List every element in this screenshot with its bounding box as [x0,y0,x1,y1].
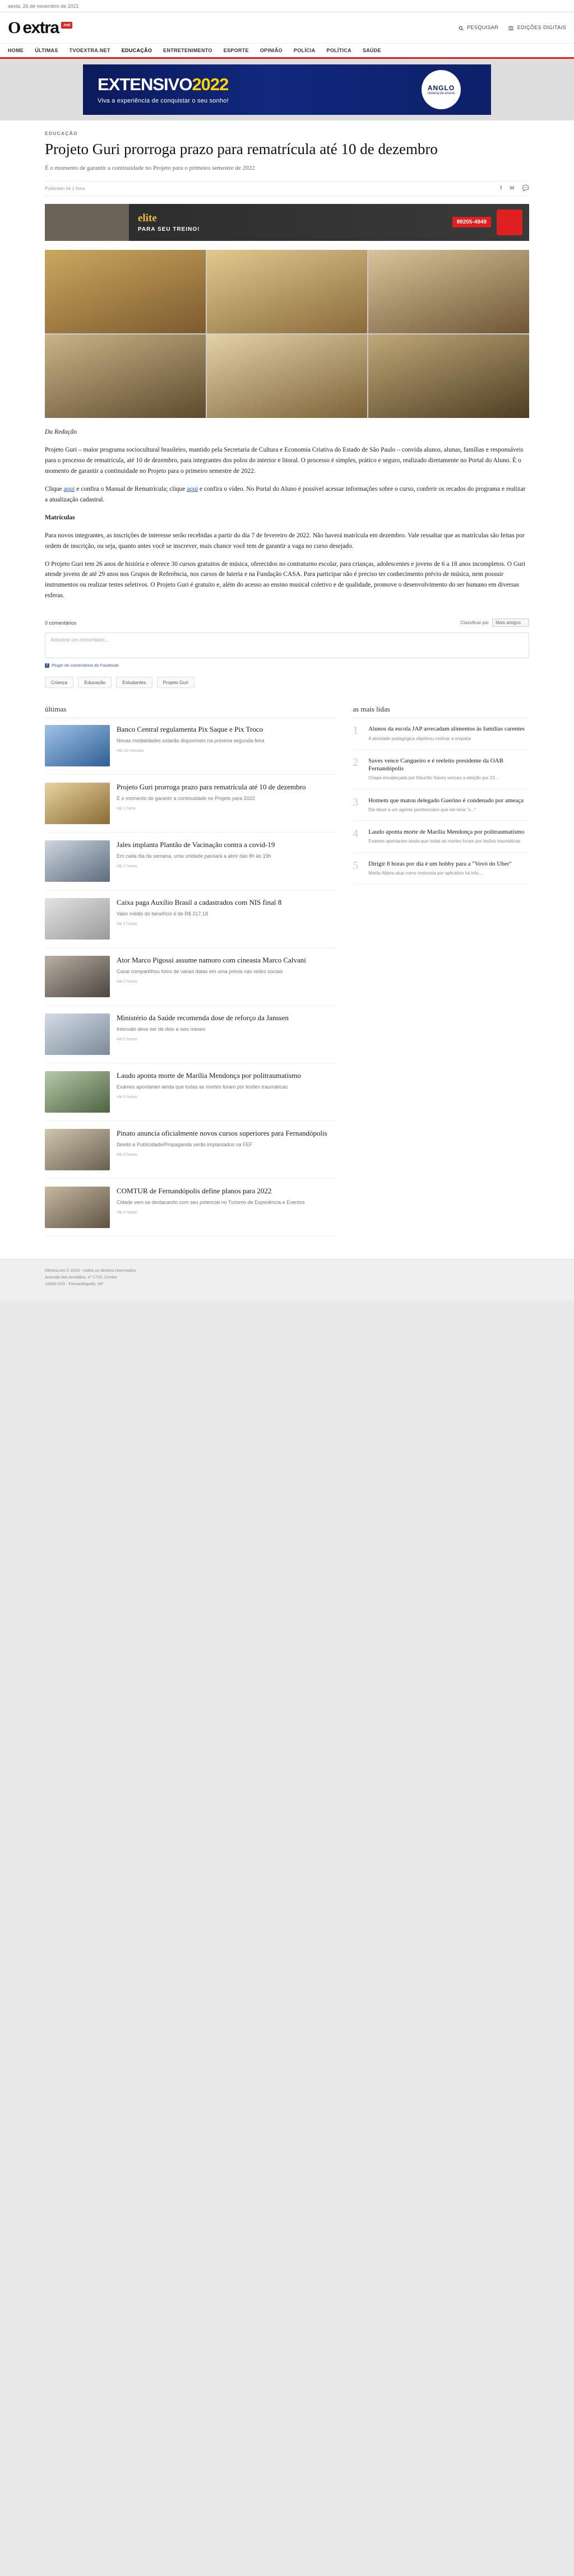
rank-summary: A atividade pedagógica objetivou motivar a empatia [368,736,471,741]
list-item-summary: É o momento de garantir a continuidade no Projeto para 2022 [117,796,255,802]
inline-ad-elite[interactable] [45,204,529,241]
logo-badge-net: .net [61,22,72,29]
top-ad-banner[interactable] [83,64,491,115]
nav-item-saude[interactable]: SAÚDE [362,48,381,53]
facebook-icon[interactable]: f [500,185,502,192]
paragraph-pre: Clique [45,485,64,492]
rank-summary: Marila Albina atua como motorista por aplicativo há três... [368,870,483,876]
rank-title: Dirigir 8 horas por dia é um hobby para a "Vovó do Uber" [368,860,512,867]
logo-letter-o: O [8,18,21,37]
list-item-time: Há 3 horas [117,1094,137,1099]
site-logo[interactable] [8,18,72,38]
inline-ad-title: elite [138,212,157,224]
list-item-summary: Intervalo deve ser de dois a seis meses [117,1026,206,1033]
rank-summary: Ele disse a um agente penitenciário que ele teria "o..." [368,807,476,812]
tag-estudantes[interactable]: Estudantes [116,677,152,688]
comments-sort-select[interactable]: Mais antigos [492,619,529,627]
masthead [0,12,574,44]
list-item[interactable] [45,956,336,1006]
page-title: Projeto Guri prorroga prazo para rematrícula até 10 de dezembro [45,141,438,157]
comment-input[interactable]: Adicione um comentário... [45,633,529,658]
latest-title: últimas [45,705,336,718]
list-item[interactable] [45,898,336,948]
masthead-actions [459,25,566,30]
hero-tile-4 [45,334,206,418]
rank-title: Laudo aponta morte de Marília Mendonça por politraumatismo [368,829,525,836]
list-item-title: Caixa paga Auxílio Brasil a cadastrados com NIS final 8 [117,898,282,907]
most-read-column [353,705,529,1244]
hero-tile-3 [368,250,529,333]
rank-title: Homem que matou delegado Guerino é condenado por ameaça [368,797,524,804]
comments-section [0,608,574,668]
list-item-title: Ator Marco Pigossi assume namoro com cineasta Marco Calvani [117,956,306,965]
banner-brand-tagline: sistema de ensino [427,92,455,95]
facebook-plugin-label: Plugin de comentários do Facebook [52,663,119,668]
comment-icon[interactable]: 💬 [522,185,529,192]
list-item-summary: Novas modalidades estarão disponíveis na próxima segunda-feira [117,738,265,744]
list-item[interactable] [45,1187,336,1236]
nav-item-opiniao[interactable]: OPINIÃO [260,48,283,53]
list-item-title: Projeto Guri prorroga prazo para rematrícula até 10 de dezembro [117,783,306,792]
rank-title: Alunos da escola JAP arrecadam alimentos às famílias carentes [368,726,525,733]
main-navigation [0,44,574,59]
comments-sort [460,619,529,627]
current-date: sexta, 26 de novembro de 2021 [8,3,79,9]
tag-crianca[interactable]: Criança [45,677,73,688]
nav-item-entretenimento[interactable]: ENTRETENIMENTO [163,48,212,53]
footer [0,1259,574,1301]
tag-list [0,668,574,699]
article-meta [45,181,529,196]
facebook-icon: f [45,663,49,668]
inline-ad-phone: 99205-4949 [452,217,491,227]
article-paragraph-2 [45,484,529,505]
inline-ad-logo [497,210,522,235]
list-item[interactable] [45,1129,336,1179]
paragraph-mid: e confira o Manual de Rematrícula; clique [75,485,187,492]
list-item-time: Há 1 hora [117,805,135,811]
list-item-time: Há 2 horas [117,978,137,984]
list-item-title: COMTUR de Fernandópolis define planos para 2022 [117,1187,272,1196]
search-label: PESQUISAR [467,25,499,31]
list-item[interactable] [45,840,336,890]
top-ad-banner-wrap [0,59,574,120]
article-paragraph-4: O Projeto Guri tem 26 anos de história e oferece 30 cursos gratuitos de música, oferecidos no contraturno escolar, para crianças, adolescentes e jovens de 6 a 18 anos incompletos. O Guri atende jovens de até 29 anos nos Grupos de Referência, nos cursos de luteria e na Fundação CASA. Para participar não é preciso ter conhecimento prévio de música, nem possuir instrumentos ou realizar testes seletivos. O Projeto Guri é gratuito e, além do acesso ao ensino musical coletivo e de qualidade, promove o desenvolvimento do ser humano em diversas esferas. [45,560,525,599]
list-item-thumbnail [45,725,110,766]
list-item[interactable] [353,797,529,821]
list-item[interactable] [353,828,529,852]
list-item-thumbnail [45,898,110,940]
search-icon [459,26,464,31]
paragraph-post: e confira o vídeo. No Portal do Aluno é possível acessar informações sobre o curso, conferir os recados do programa e realizar a atualização cadastral. [45,485,526,503]
list-item-title: Pinato anuncia oficialmente novos cursos superiores para Fernandópolis [117,1129,327,1138]
banner-text [83,76,229,104]
banner-logo-circle [422,70,461,109]
list-item-summary: Exames apontaram ainda que todas as mortes foram por lesões traumáticas [117,1084,288,1090]
list-item[interactable] [353,725,529,749]
list-item-summary: Valor médio do benefício é de R$ 217,18 [117,911,208,917]
list-item-thumbnail [45,1129,110,1170]
logo-word-extra: extra [22,18,59,37]
article-body [45,427,529,602]
list-item-thumbnail [45,783,110,824]
search-button[interactable] [459,25,499,30]
list-item-summary: Direito e Publicidade/Propaganda serão implantados na FEF [117,1142,253,1148]
most-read-title: as mais lidas [353,705,529,718]
digital-editions-label: EDIÇÕES DIGITAIS [517,25,566,31]
list-item[interactable] [353,757,529,789]
list-item-title: Jales implanta Plantão de Vacinação contra a covid-19 [117,840,275,849]
nav-item-ultimas[interactable]: ÚLTIMAS [35,48,58,53]
article-kicker[interactable]: EDUCAÇÃO [45,131,78,136]
list-item-time: Há 2 horas [117,1036,137,1041]
list-item-thumbnail [45,1013,110,1055]
rank-number: 1 [353,724,359,737]
nav-item-tvoextra[interactable]: TVOEXTRA.NET [69,48,110,53]
hero-tile-5 [207,334,368,418]
list-item-time: Há 3 horas [117,1209,137,1215]
list-item-thumbnail [45,1187,110,1228]
inline-ad-subtitle: PARA SEU TREINO! [138,226,200,233]
hero-tile-6 [368,334,529,418]
rank-number: 4 [353,827,359,840]
nav-item-home[interactable]: HOME [8,48,24,53]
banner-brand-name: ANGLO [427,84,455,92]
rank-number: 5 [353,859,359,872]
banner-subline: Viva a experiência de conquistar o seu sonho! [98,97,229,104]
facebook-plugin-link[interactable] [45,663,529,668]
published-time: Publicado há 1 hora [45,185,85,191]
banner-headline [98,76,229,93]
tag-educacao[interactable]: Educação [78,677,112,688]
list-item[interactable] [45,783,336,833]
article-subheading: Matrículas [45,514,75,521]
nav-item-educacao[interactable]: EDUCAÇÃO [121,48,152,53]
latest-column [45,705,336,1244]
list-item[interactable] [353,860,529,884]
video-link[interactable]: aqui [187,485,198,492]
nav-item-politica[interactable]: POLÍTICA [326,48,351,53]
list-item-summary: Casal compartilhou fotos de várias datas em uma prévia nas redes sociais [117,969,283,975]
comments-sort-label: Classificar por [460,620,489,626]
inline-ad-text [129,212,452,233]
footer-address-line1: Avenida dos Arnaldos, nº 1720, Centro [45,1275,117,1280]
rank-summary: Exames apontaram ainda que todas as mortes foram por lesões traumáticas [368,839,521,844]
footer-copyright: OExtra.net © 2019 - todos os direitos reservados [45,1268,136,1273]
list-item-thumbnail [45,1071,110,1113]
list-item-thumbnail [45,840,110,882]
list-item-time: Há 3 horas [117,1151,137,1157]
top-bar [0,0,574,12]
list-item[interactable] [45,1071,336,1121]
list-item-time: Há 2 horas [117,863,137,868]
list-item-thumbnail [45,956,110,997]
list-item-summary: Em cada dia da semana, uma unidade passará a abrir das 8h às 19h [117,853,271,859]
comments-header [45,619,529,627]
tag-projeto-guri[interactable]: Projeto Guri [157,677,195,688]
article-hero-image [45,250,529,418]
list-item-title: Ministério da Saúde recomenda dose de reforço da Janssen [117,1013,289,1022]
list-item-time: Há 16 minutos [117,747,144,753]
rank-number: 3 [353,796,359,808]
article-byline: Da Redação [45,428,77,435]
nav-item-policia[interactable]: POLÍCIA [293,48,316,53]
footer-address-line2: 15600-029 - Fernandópolis, SP [45,1281,104,1287]
inline-ad-photo [45,204,129,241]
list-item-time: Há 2 horas [117,920,137,926]
hero-tile-1 [45,250,206,333]
article-paragraph-3: Para novos integrantes, as inscrições de interesse serão recebidas a partir do dia 7 de fevereiro de 2022. Não haverá matrícula em dezembro. Vale ressaltar que as matrículas são feitas por ordem de inscrição, ou seja, quanto antes você se inscrever, mais chance você tem de garantir a vaga no curso desejado. [45,532,525,550]
book-icon [508,26,513,31]
hero-tile-2 [207,250,368,333]
share-bar [500,185,529,192]
manual-link[interactable]: aqui [63,485,75,492]
rank-summary: Chapa encabeçada por Maurílio Saves venceu a eleição por 22... [368,775,499,781]
list-item-title: Laudo aponta morte de Marília Mendonça por politraumatismo [117,1071,301,1080]
article [0,120,574,601]
banner-headline-year: 2022 [192,74,229,94]
banner-headline-main: EXTENSIVO [98,74,192,94]
email-icon[interactable]: ✉ [510,185,515,192]
list-item[interactable] [45,725,336,775]
list-item-summary: Cidade vem se destacando com seu potencial no Turismo de Experiência e Eventos [117,1199,305,1206]
article-standfirst: É o momento de garantir a continuidade no Projeto para o primeiro semestre de 2022 [45,164,255,171]
list-item-title: Banco Central regulamenta Pix Saque e Pix Troco [117,725,263,734]
rank-number: 2 [353,756,359,769]
digital-editions-button[interactable] [508,25,566,30]
lists-section [0,699,574,1244]
rank-title: Saves vence Cangueiro e é reeleito presidente da OAB Fernandópolis [368,757,503,773]
list-item[interactable] [45,1013,336,1063]
nav-item-esporte[interactable]: ESPORTE [223,48,249,53]
article-paragraph-1: Projeto Guri – maior programa sociocultural brasileiro, mantido pela Secretaria de Cultura e Economia Criativa do Estado de São Paulo – convida alunos, alunas, famílias e responsáveis para o processo de rematrícula, até 10 de dezembro, para integrantes dos polos do interior e litoral. O processo é simples, prático e seguro, realizado diretamente no Portal do Aluno. É o momento de garantir a continuidade no Projeto para o primeiro semestre de 2022. [45,446,524,475]
comments-count: 0 comentários [45,620,77,626]
